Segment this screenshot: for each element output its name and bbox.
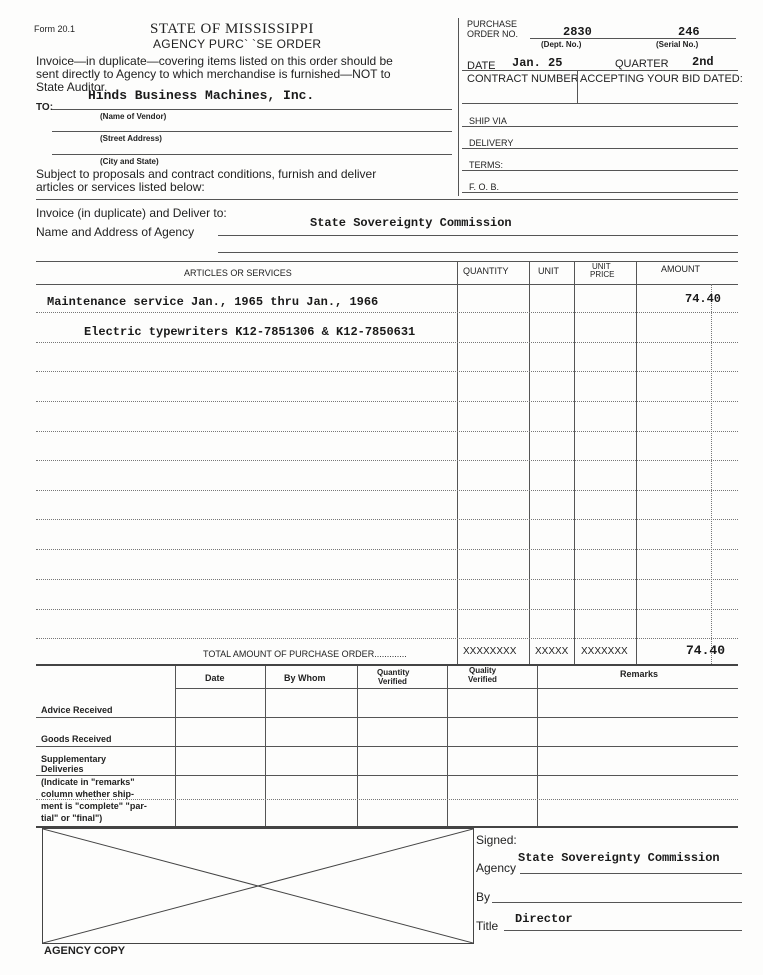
fob-label: F. O. B. (469, 182, 500, 192)
by-whom-column-header: By Whom (284, 673, 326, 683)
dept-no-label: (Dept. No.) (541, 40, 582, 49)
total-amount: 74.40 (686, 643, 726, 658)
unit-price-header-2: PRICE (590, 270, 615, 279)
order-type-title: AGENCY PURC` `SE ORDER (153, 37, 322, 51)
quality-verified-header-2: Verified (468, 675, 497, 684)
unit-price-header-1: UNIT (592, 262, 611, 271)
quantity-header: QUANTITY (463, 266, 509, 276)
quarter-label: QUARTER (615, 58, 669, 70)
agency-address-label: Name and Address of Agency (36, 225, 195, 239)
date-column-header: Date (205, 673, 225, 683)
item-row-1-amount: 74.40 (685, 292, 722, 306)
conditions-line2: articles or services listed below: (36, 180, 205, 194)
city-line (52, 154, 452, 155)
agency-line-2 (218, 252, 738, 253)
note-line2: column whether ship- (41, 789, 135, 799)
vendor-name-line (52, 109, 452, 110)
ship-via-line (462, 126, 738, 127)
po-label-2: ORDER NO. (467, 29, 519, 39)
dept-number: 2830 (563, 25, 592, 39)
items-bottom-rule (36, 664, 738, 666)
delivery-label: DELIVERY (469, 138, 514, 148)
crossed-out-box (42, 828, 474, 944)
invoice-instruction-line1: Invoice—in duplicate—covering items listed on this order should be (36, 54, 393, 68)
cross-lines-icon (43, 829, 473, 943)
street-line (52, 131, 452, 132)
serial-no-label: (Serial No.) (656, 40, 699, 49)
po-number-line (530, 38, 736, 39)
advice-received-label: Advice Received (41, 705, 113, 715)
bid-date-label: ACCEPTING YOUR BID DATED: (580, 73, 743, 85)
total-price-mask: XXXXXXX (581, 646, 628, 657)
total-quantity-mask: XXXXXXXX (463, 646, 517, 657)
unit-header: UNIT (538, 266, 559, 276)
invoice-instruction-line3: State Auditor. (36, 80, 108, 94)
contract-divider (577, 70, 578, 103)
by-label: By (476, 890, 491, 904)
quality-verified-header-1: Quality (469, 666, 497, 675)
form-number: Form 20.1 (34, 24, 76, 34)
serial-number: 246 (678, 25, 700, 39)
signature-agency-label: Agency (476, 861, 517, 875)
items-header-rule (36, 284, 738, 285)
note-line4: tial" or "final") (41, 813, 103, 823)
vendor-name: Hinds Business Machines, Inc. (88, 88, 315, 103)
signature-agency-value: State Sovereignty Commission (518, 851, 720, 865)
items-top-rule (36, 261, 738, 262)
item-row-1-description: Maintenance service Jan., 1965 thru Jan., 1966 (47, 295, 379, 309)
quarter-value: 2nd (692, 55, 714, 69)
conditions-line1: Subject to proposals and contract conditions, furnish and deliver (36, 167, 377, 181)
state-title: STATE OF MISSISSIPPI (150, 21, 314, 37)
agency-line-1 (218, 235, 738, 236)
amount-header: AMOUNT (661, 264, 700, 274)
agency-name: State Sovereignty Commission (310, 216, 512, 230)
invoice-deliver-label: Invoice (in duplicate) and Deliver to: (36, 206, 227, 220)
delivery-line (462, 148, 738, 149)
supplementary-label: Supplementary (41, 754, 107, 764)
to-label: TO: (36, 102, 54, 113)
fob-line (462, 192, 738, 193)
terms-line (462, 170, 738, 171)
date-line (462, 70, 738, 71)
po-label-1: PURCHASE (467, 19, 518, 29)
vendor-name-label: (Name of Vendor) (100, 112, 167, 121)
signed-label: Signed: (476, 833, 517, 847)
articles-header: ARTICLES OR SERVICES (184, 268, 292, 278)
note-line3: ment is "complete" "par- (41, 801, 147, 811)
header-divider (458, 18, 459, 196)
total-label: TOTAL AMOUNT OF PURCHASE ORDER............. (203, 649, 407, 659)
title-label: Title (476, 919, 499, 933)
header-bottom-rule (36, 199, 738, 200)
total-unit-mask: XXXXX (535, 646, 569, 657)
street-address-label: (Street Address) (100, 134, 162, 143)
quantity-verified-header-1: Quantity (377, 668, 410, 677)
deliveries-label: Deliveries (41, 764, 84, 774)
title-value: Director (515, 912, 573, 926)
remarks-column-header: Remarks (620, 669, 659, 679)
terms-label: TERMS: (469, 160, 504, 170)
date-label: DATE (467, 60, 496, 72)
ship-via-label: SHIP VIA (469, 116, 507, 126)
invoice-instruction-line2: sent directly to Agency to which merchandise is furnished—NOT to (36, 67, 391, 81)
agency-copy-label: AGENCY COPY (44, 945, 126, 957)
contract-number-label: CONTRACT NUMBER (467, 73, 579, 85)
item-row-2-description: Electric typewriters K12-7851306 & K12-7850631 (84, 325, 416, 339)
quantity-verified-header-2: Verified (378, 677, 407, 686)
contract-line (462, 103, 738, 104)
city-state-label: (City and State) (100, 157, 159, 166)
date-value: Jan. 25 (512, 56, 563, 70)
goods-received-label: Goods Received (41, 734, 112, 744)
note-line1: (Indicate in "remarks" (41, 777, 135, 787)
